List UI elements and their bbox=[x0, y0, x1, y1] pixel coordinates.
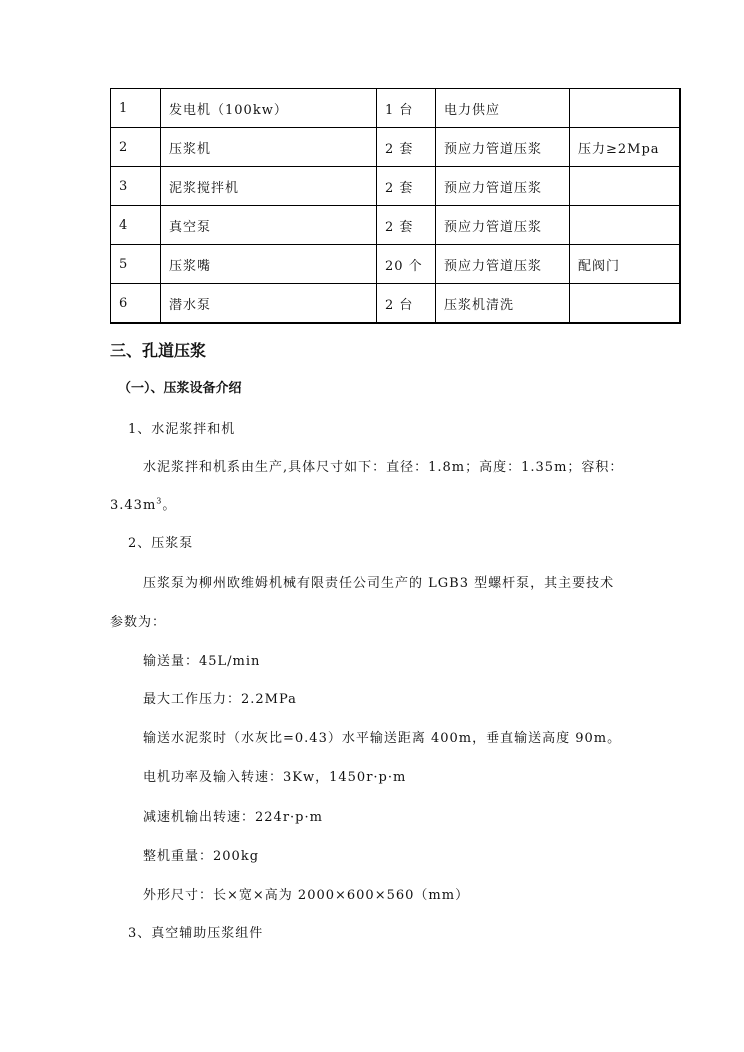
table-row bbox=[111, 206, 680, 245]
cell-no: 5 bbox=[111, 245, 161, 284]
cell-use: 预应力管道压浆 bbox=[436, 245, 570, 284]
spec-line: 最大工作压力：2.2MPa bbox=[143, 692, 297, 707]
cell-qty: 2 台 bbox=[377, 284, 436, 324]
cell-name: 真空泵 bbox=[161, 206, 377, 245]
table-row bbox=[111, 284, 680, 324]
cell-no: 3 bbox=[111, 167, 161, 206]
cell-no: 2 bbox=[111, 128, 161, 167]
paragraph-line: 压浆泵为柳州欧维姆机械有限责任公司生产的 LGB3 型螺杆泵，其主要技术 bbox=[143, 576, 615, 591]
spec-line: 减速机输出转速：224r·p·m bbox=[143, 810, 323, 825]
sentence-end: 。 bbox=[162, 498, 177, 513]
cell-name: 压浆机 bbox=[161, 128, 377, 167]
spec-line: 外形尺寸：长×宽×高为 2000×600×560（mm） bbox=[143, 888, 470, 903]
paragraph-line bbox=[110, 494, 176, 513]
cell-use: 电力供应 bbox=[436, 89, 570, 128]
paragraph-line: 水泥浆拌和机系由生产,具体尺寸如下：直径：1.8m；高度：1.35m；容积： bbox=[143, 460, 624, 475]
cell-note: 配阀门 bbox=[570, 245, 680, 284]
spec-line: 输送量：45L/min bbox=[143, 654, 261, 669]
volume-exponent: 3 bbox=[156, 496, 163, 506]
table-row bbox=[111, 89, 680, 128]
cell-name: 泥浆搅拌机 bbox=[161, 167, 377, 206]
spec-line: 输送水泥浆时（水灰比=0.43）水平输送距离 400m，垂直输送高度 90m。 bbox=[143, 731, 622, 746]
cell-no: 6 bbox=[111, 284, 161, 324]
table-row bbox=[111, 167, 680, 206]
cell-use: 预应力管道压浆 bbox=[436, 128, 570, 167]
cell-qty: 2 套 bbox=[377, 128, 436, 167]
cell-no: 4 bbox=[111, 206, 161, 245]
volume-value: 3.43m bbox=[110, 498, 157, 513]
cell-qty: 20 个 bbox=[377, 245, 436, 284]
item-heading: 1、水泥浆拌和机 bbox=[128, 422, 236, 437]
cell-name: 潜水泵 bbox=[161, 284, 377, 324]
table-row bbox=[111, 245, 680, 284]
cell-qty: 2 套 bbox=[377, 167, 436, 206]
cell-use: 预应力管道压浆 bbox=[436, 167, 570, 206]
item-heading: 3、真空辅助压浆组件 bbox=[128, 926, 264, 941]
cell-name: 压浆嘴 bbox=[161, 245, 377, 284]
cell-no: 1 bbox=[111, 89, 161, 128]
spec-line: 整机重量：200kg bbox=[143, 849, 260, 864]
equipment-table bbox=[110, 88, 681, 324]
spec-line: 电机功率及输入转速：3Kw，1450r·p·m bbox=[143, 770, 407, 785]
subsection-heading: （一）、压浆设备介绍 bbox=[118, 381, 242, 396]
cell-note bbox=[570, 284, 680, 324]
cell-name: 发电机（100kw） bbox=[161, 89, 377, 128]
cell-note bbox=[570, 89, 680, 128]
cell-use: 压浆机清洗 bbox=[436, 284, 570, 324]
item-heading: 2、压浆泵 bbox=[128, 536, 194, 551]
cell-use: 预应力管道压浆 bbox=[436, 206, 570, 245]
cell-note bbox=[570, 167, 680, 206]
cell-qty: 2 套 bbox=[377, 206, 436, 245]
section-heading: 三、孔道压浆 bbox=[110, 341, 207, 360]
table-row bbox=[111, 128, 680, 167]
paragraph-line: 参数为： bbox=[110, 615, 167, 630]
cell-note: 压力≥2Mpa bbox=[570, 128, 680, 167]
cell-qty: 1 台 bbox=[377, 89, 436, 128]
cell-note bbox=[570, 206, 680, 245]
